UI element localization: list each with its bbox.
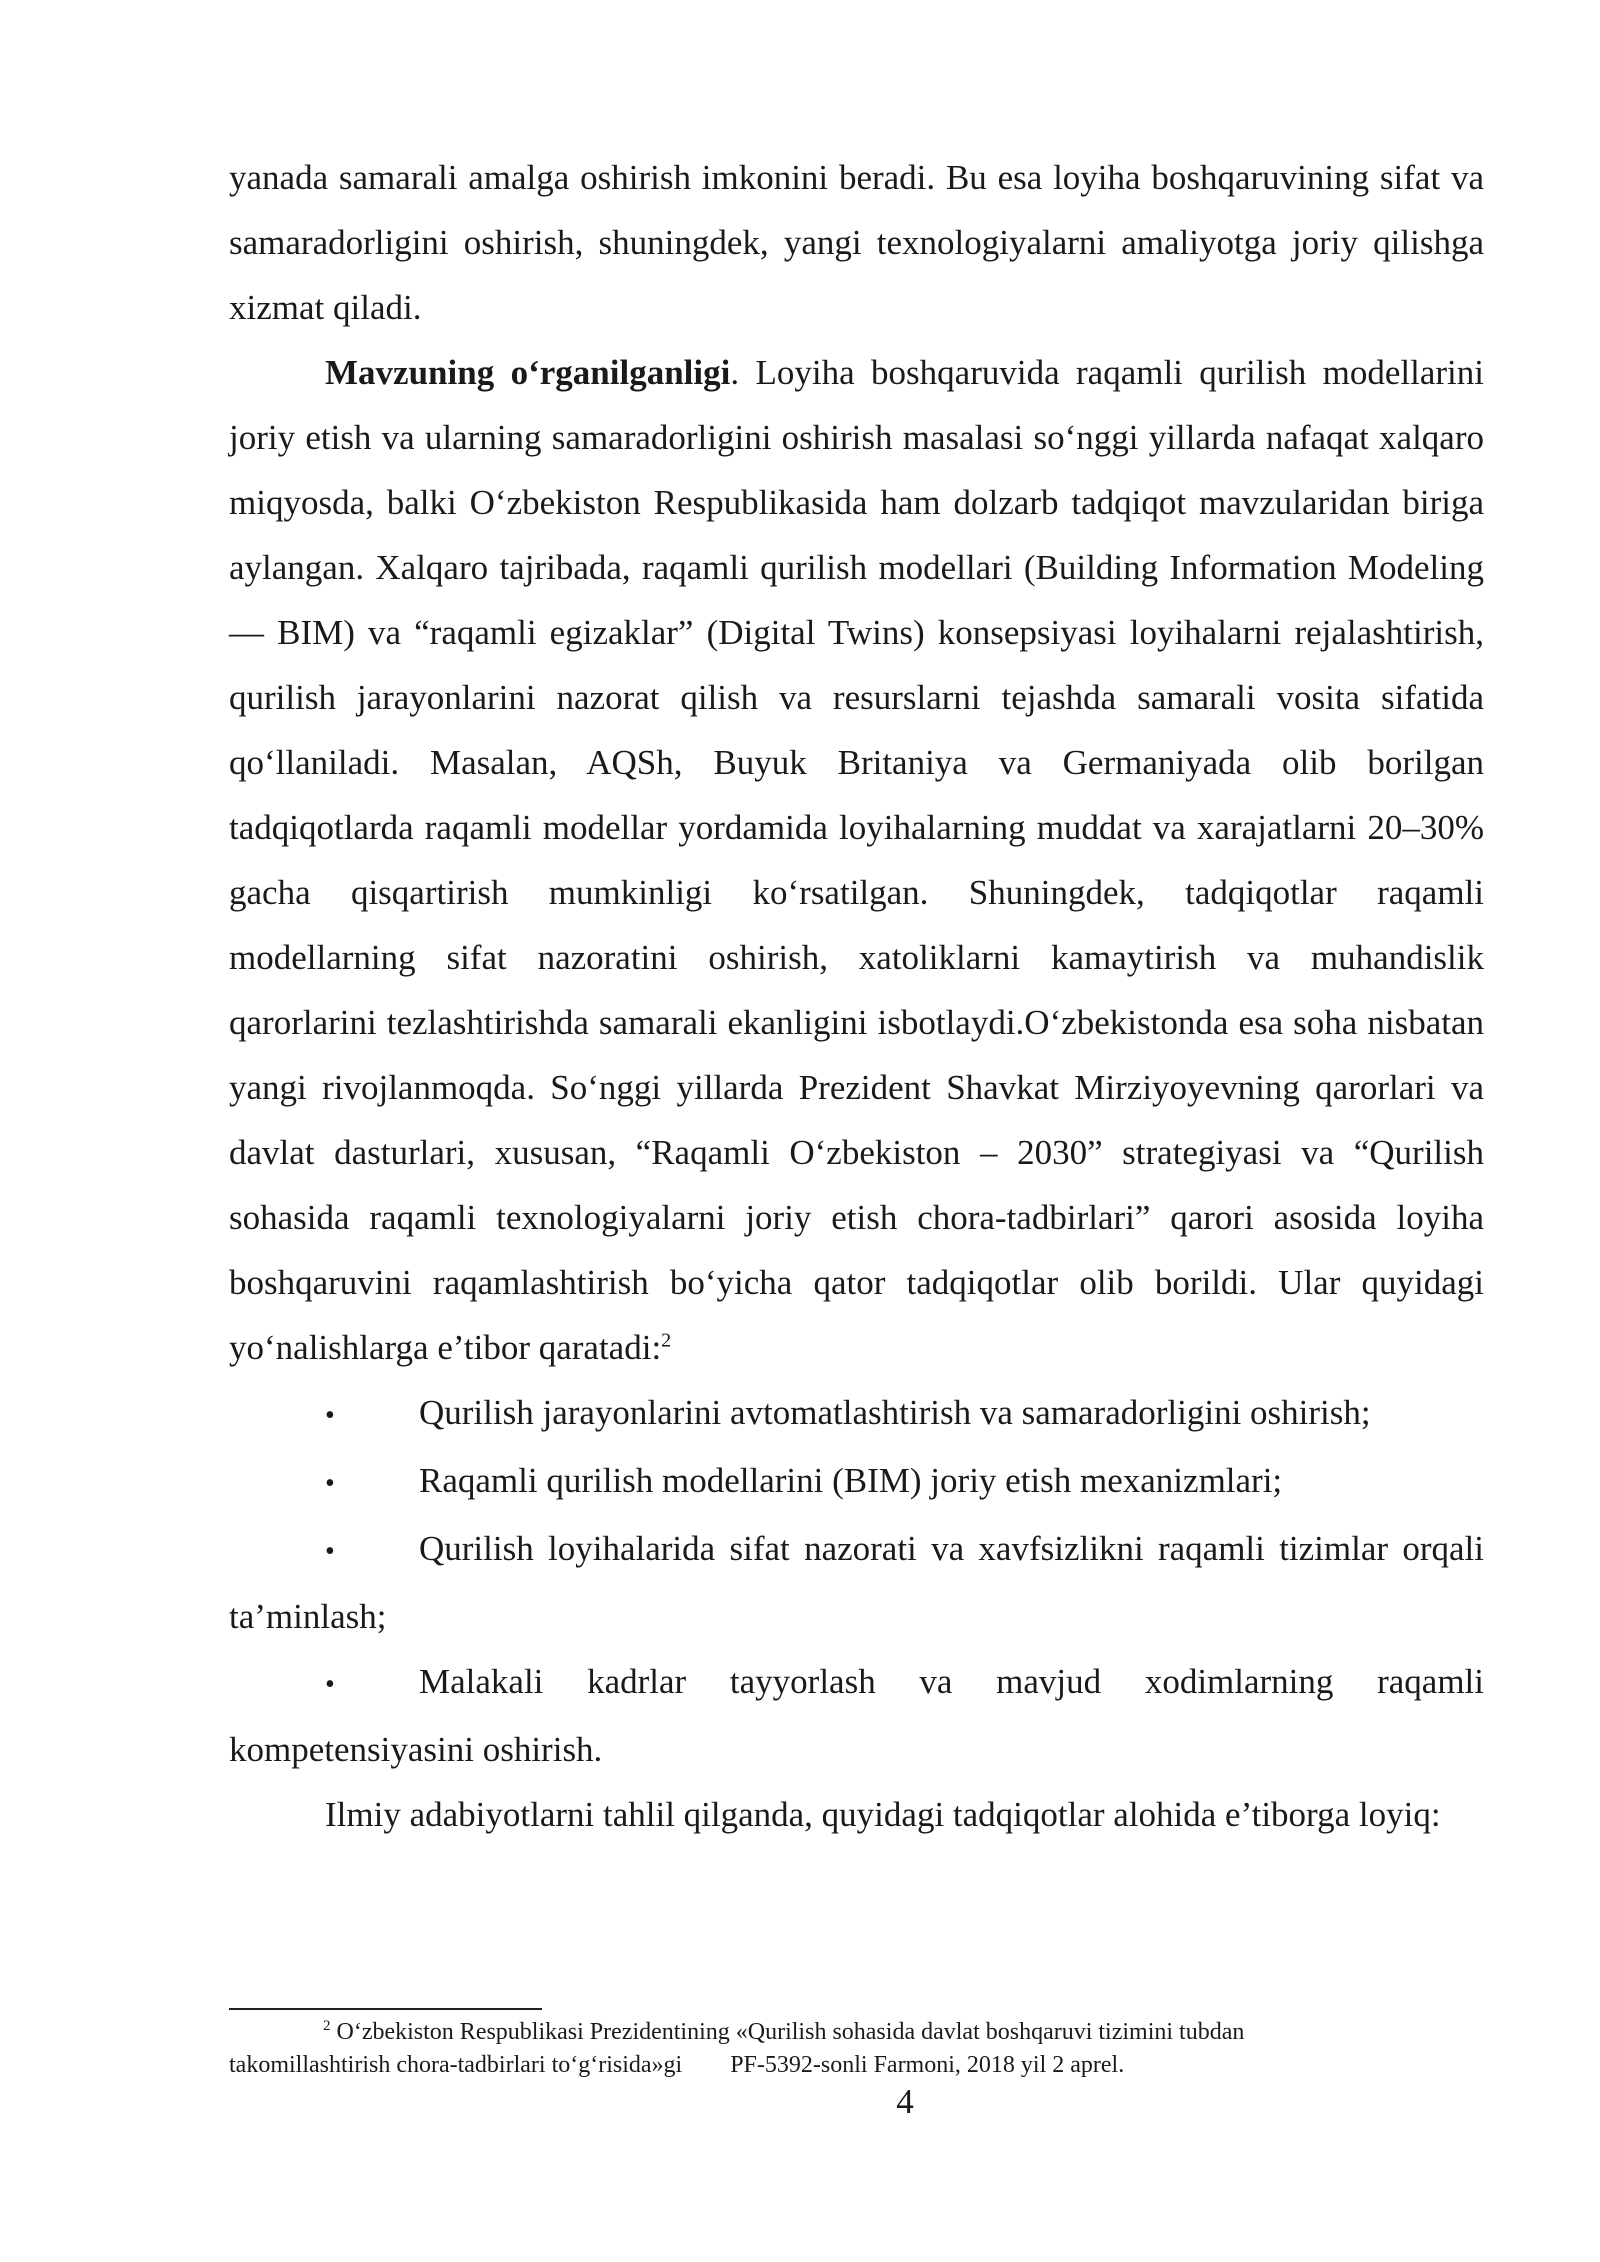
research-directions-list: [229, 1380, 1484, 1782]
list-item: [229, 1516, 1484, 1649]
section-heading: Mavzuning o‘rganilganligi: [325, 353, 731, 392]
bullet-icon: •: [325, 1536, 335, 1567]
study-paragraph: [229, 340, 1484, 1380]
footnote-line: [229, 2016, 1359, 2049]
footnote-text: takomillashtirish chora-tadbirlari to‘g‘risida»gi PF-5392-sonli Farmoni, 2018 yil 2 aprel.: [229, 2052, 1125, 2078]
literature-paragraph: Ilmiy adabiyotlarni tahlil qilganda, quyidagi tadqiqotlar alohida e’tiborga loyiq:: [325, 1795, 1441, 1834]
list-item-text: Qurilish jarayonlarini avtomatlashtirish va samaradorligini oshirish;: [419, 1393, 1371, 1432]
study-paragraph-text: Loyiha boshqaruvida raqamli qurilish modellarini joriy etish va ularning samaradorligini oshirish masalasi so‘nggi yillarda nafaqat xalqaro miqyosda, balki O‘zbekiston Respublikasida ham dolzarb tadqiqot mavzularidan biriga aylangan. Xalqaro tajribada, raqamli qurilish modellari (Building Information Modeling — BIM) va “raqamli egizaklar” (Digital Twins) konsepsiyasi loyihalarni rejalashtirish, qurilish jarayonlarini nazorat qilish va resurslarni tejashda samarali vosita sifatida qo‘llaniladi. Masalan, AQSh, Buyuk Britaniya va Germaniyada olib borilgan tadqiqotlarda raqamli modellar yordamida loyihalarning muddat va xarajatlarni 20–30% gacha qisqartirish mumkinligi ko‘rsatilgan. Shuningdek, tadqiqotlar raqamli modellarning sifat nazoratini oshirish, xatoliklarni kamaytirish va muhandislik qarorlarini tezlashtirishda samarali ekanligini isbotlaydi.O‘zbekistonda esa soha nisbatan yangi rivojlanmoqda. So‘nggi yillarda Prezident Shavkat Mirziyoyevning qarorlari va davlat dasturlari, xususan, “Raqamli O‘zbekiston – 2030” strategiyasi va “Qurilish sohasida raqamli texnologiyalarni joriy etish chora-tadbirlari” qarori asosida loyiha boshqaruvini raqamlashtirish bo‘yicha qator tadqiqotlar olib borildi. Ular quyidagi yo‘nalishlarga e’tibor qaratadi:: [229, 353, 1484, 1367]
footnote-line: [229, 2049, 1359, 2082]
list-item-text: Qurilish loyihalarida sifat nazorati va xavfsizlikni raqamli tizimlar orqali ta’minlash;: [229, 1529, 1484, 1636]
page-number: 4: [896, 2082, 914, 2121]
bullet-icon: •: [325, 1669, 335, 1700]
list-item: [229, 1649, 1484, 1782]
bullet-icon: •: [325, 1468, 335, 1499]
footnote: [229, 2016, 1359, 2082]
footnote-divider: [229, 2008, 542, 2010]
document-body: [229, 145, 1484, 1847]
bullet-icon: •: [325, 1400, 335, 1431]
list-item: [229, 1380, 1484, 1448]
list-item-text: Malakali kadrlar tayyorlash va mavjud xodimlarning raqamli kompetensiyasini oshirish.: [229, 1662, 1484, 1769]
footnote-text: O‘zbekiston Respublikasi Prezidentining «Qurilish sohasida davlat boshqaruvi tizimini tubdan: [330, 2019, 1245, 2045]
list-item-text: Raqamli qurilish modellarini (BIM) joriy etish mexanizmlari;: [419, 1461, 1283, 1500]
footnote-reference[interactable]: 2: [661, 1329, 672, 1352]
footnote-number: 2: [323, 2018, 331, 2034]
heading-punctuation: .: [730, 353, 740, 392]
list-item: [229, 1448, 1484, 1516]
intro-paragraph: yanada samarali amalga oshirish imkonini beradi. Bu esa loyiha boshqaruvining sifat va samaradorligini oshirish, shuningdek, yangi texnologiyalarni amaliyotga joriy qilishga xizmat qiladi.: [229, 158, 1484, 327]
